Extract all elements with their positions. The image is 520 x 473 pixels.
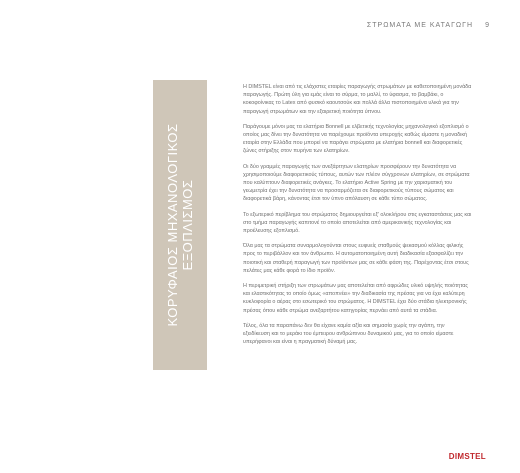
side-title-panel (153, 80, 207, 370)
paragraph: Παράγουμε μόνοι μας τα ελατήρια Bonnell με ελβετικής τεχνολογίας μηχανολογικό εξοπλισμό ο οποίος μας δίνει την δυνατότητα να παρέχουμε προϊόντα υπεροχής καθώς είμαστε η μοναδική εταιρία στην Ελλάδα που μπορεί να παράγει στρώματα με ελατήρια bonnell και διαφορετικές ζώνες στήριξης στον πυρήνα των ελατηρίων. (243, 123, 469, 155)
page-header (367, 22, 490, 29)
paragraph: Τέλος, όλα τα παραπάνω δεν θα είχανε καμία αξία και σημασία χωρίς την αγάπη, την εξειδίκευση και το μεράκι του έμπειρου ανθρώπινου δυναμικού μας, για το οποίο είμαστε υπερήφανοι και είναι η πραγματική δύναμή μας. (243, 322, 454, 346)
paragraph: Το εξωτερικό περίβλημα του στρώματος δημιουργείται εξ' ολοκλήρου στις εγκαταστάσεις μας και στο τμήμα παραγωγής καπιτονέ το οποίο αποτελείται από αμερικανικής τεχνολογίας και προέλευσης εξοπλισμό. (243, 211, 472, 235)
side-title (165, 123, 195, 326)
dimstel-logo: DIMSTEL (448, 452, 486, 461)
paragraph: Όλα μας τα στρώματα συναρμολογούνται στους ευφυείς σταθμούς ψεκασμού κόλλας φιλικής προς το περιβάλλον και τον άνθρωπο. Η αυτοματοποιημένη αυτή διαδικασία εξασφαλίζει την ποιοτική και σταθερή παραγωγή των προϊόντων μας σε κάθε φάση της. Παρέχοντας έτσι στους πελάτες μας κάθε φορά το ίδιο προϊόν. (243, 243, 469, 274)
paragraph: Οι δύο γραμμές παραγωγής των ανεξάρτητων ελατηρίων προσφέρουν την δυνατότητα να χρησιμοποιούμε διαφορετικούς τύπους, αυτών των πλέον σύγχρονων ελατηρίων, σε στρώματα που καλύπτουν διαφορετικές ανάγκες. Το ελατήριο Active Spring με την χαρισματική του γεωμετρία έχει την δυνατότητα να προσαρμόζεται σε διαφορετικούς τύπους σώματος και διαφορετικά βάρη, κάνοντας έτσι τον ύπνο απόλαυση σε κάθε τύπο σώματος. (243, 163, 470, 203)
paragraph: Η περιμετρική στήριξη των στρωμάτων μας αποτελείται από αφρώδες υλικό υψηλής ποιότητας και ελαστικότητας το οποίο όμως «αποπνέει» την διαδικασία της πρέσας για να έχει καλύτερη κυκλοφορία ο αέρας στο εσωτερικό του στρώματος. Η DIMSTEL έχει δύο στάδια ηλεκτρονικής πρέσας όπου κάθε στρώμα ανεξαρτήτου κατηγορίας περνάει από αυτά τα στάδια. (243, 283, 468, 314)
section-title: ΣΤΡΩΜΑΤΑ ΜΕ ΚΑΤΑΓΩΓΗ (366, 22, 474, 29)
side-title-line-2: ΕΞΟΠΛΙΣΜΟΣ (180, 179, 195, 271)
paragraph: Η DIMSTEL είναι από τις ελάχιστες εταιρίες παραγωγής στρωμάτων με καθετοποιημένη μονάδα παραγωγής. Πρώτη ύλη για εμάς είναι το σύρμα, το μαλλί, το ύφασμα, το βαμβάκι, ο κοκοφοίνικας το Latex από φυσικό καουτσούκ και πολλά άλλα πιστοποιημένα υλικά για την παραγωγή στρωμάτων και την εξαιρετική ποιότητα ύπνου. (243, 84, 472, 115)
body-text (243, 83, 473, 353)
page-number: 9 (485, 22, 490, 29)
side-title-line-1: ΚΟΡΥΦΑΙΟΣ ΜΗΧΑΝΟΛΟΓΙΚΟΣ (165, 123, 180, 327)
